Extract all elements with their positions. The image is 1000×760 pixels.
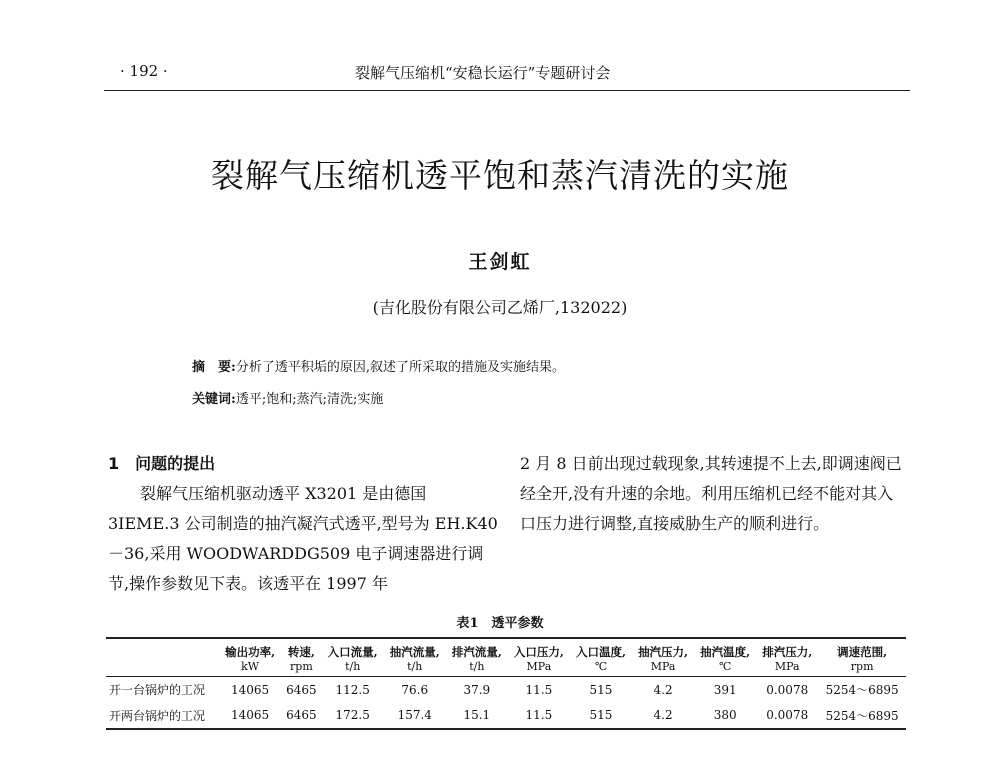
col-header: 入口温度, [575, 645, 626, 659]
col-unit: t/h [469, 660, 485, 673]
table-cell: 380 [694, 703, 756, 729]
row-label: 开两台锅炉的工况 [106, 703, 219, 729]
table-cell: 14065 [219, 677, 281, 703]
col-header: 抽汽温度, [700, 645, 751, 659]
paragraph-right: 2 月 8 日前出现过载现象,其转速提不上去,即调速阀已经全开,没有升速的余地。利用压缩机已经不能对其入口压力进行调整,直接威胁生产的顺利进行。 [520, 454, 902, 533]
table-cell: 0.0078 [756, 703, 818, 729]
col-unit: t/h [345, 660, 361, 673]
col-header: 入口流量, [327, 645, 378, 659]
table-cell: 15.1 [446, 703, 508, 729]
header-rule [104, 90, 910, 91]
table-cell: 6465 [281, 703, 322, 729]
right-column [520, 449, 902, 539]
table-cell: 5254～6895 [818, 703, 906, 729]
page-number: · 192 · [120, 62, 168, 80]
col-header: 调速范围, [837, 645, 888, 659]
col-unit: ℃ [594, 660, 608, 673]
table-cell: 14065 [219, 703, 281, 729]
table-header-row [106, 638, 906, 660]
col-header: 排汽压力, [762, 645, 813, 659]
col-unit: t/h [407, 660, 423, 673]
header-corner [106, 638, 219, 660]
keywords-text: 透平;饱和;蒸汽;清洗;实施 [235, 392, 384, 407]
col-unit: MPa [774, 660, 800, 673]
article-title: 裂解气压缩机透平饱和蒸汽清洗的实施 [211, 156, 789, 195]
keywords-label: 关键词: [192, 392, 236, 407]
table-row [106, 703, 906, 729]
col-header: 转速, [287, 645, 315, 659]
table-cell: 4.2 [632, 703, 694, 729]
left-column [108, 449, 498, 599]
col-unit: ℃ [718, 660, 732, 673]
running-header-title: 裂解气压缩机“安稳长运行”专题研讨会 [355, 64, 611, 82]
table-caption: 表1 透平参数 [456, 616, 544, 631]
table-row [106, 677, 906, 703]
table-cell: 5254～6895 [818, 677, 906, 703]
table-cell: 515 [570, 677, 632, 703]
table-cell: 515 [570, 703, 632, 729]
unit-corner [106, 660, 219, 677]
abstract-label: 摘 要: [192, 360, 236, 375]
abstract [192, 356, 565, 375]
table-cell: 6465 [281, 677, 322, 703]
section-heading: 1 问题的提出 [108, 454, 216, 473]
table-cell: 37.9 [446, 677, 508, 703]
turbine-parameter-table [106, 637, 906, 730]
author-name: 王剑虹 [468, 251, 532, 273]
table-cell: 76.6 [384, 677, 446, 703]
col-unit: rpm [290, 660, 313, 673]
col-header: 入口压力, [513, 645, 564, 659]
table-cell: 157.4 [384, 703, 446, 729]
col-header: 排汽流量, [451, 645, 502, 659]
col-unit: MPa [526, 660, 552, 673]
row-label: 开一台锅炉的工况 [106, 677, 219, 703]
col-header: 输出功率, [225, 645, 276, 659]
table-cell: 11.5 [508, 677, 570, 703]
col-unit: kW [241, 660, 260, 673]
col-header: 抽汽压力, [638, 645, 689, 659]
paragraph-left: 裂解气压缩机驱动透平 X3201 是由德国 3IEME.3 公司制造的抽汽凝汽式透平,型号为 EH.K40－36,采用 WOODWARDDG509 电子调速器进行调节,操作参数见下表。该透平在 1997 年 [108, 484, 498, 593]
col-unit: rpm [850, 660, 874, 673]
abstract-text: 分析了透平积垢的原因,叙述了所采取的措施及实施结果。 [235, 360, 565, 375]
table-cell: 11.5 [508, 703, 570, 729]
table-cell: 112.5 [322, 677, 384, 703]
table-unit-row [106, 660, 906, 677]
affiliation: (吉化股份有限公司乙烯厂,132022) [372, 298, 628, 317]
keywords [192, 388, 383, 407]
table-cell: 0.0078 [756, 677, 818, 703]
table-cell: 172.5 [322, 703, 384, 729]
col-unit: MPa [650, 660, 676, 673]
table-cell: 4.2 [632, 677, 694, 703]
table-cell: 391 [694, 677, 756, 703]
col-header: 抽汽流量, [389, 645, 440, 659]
